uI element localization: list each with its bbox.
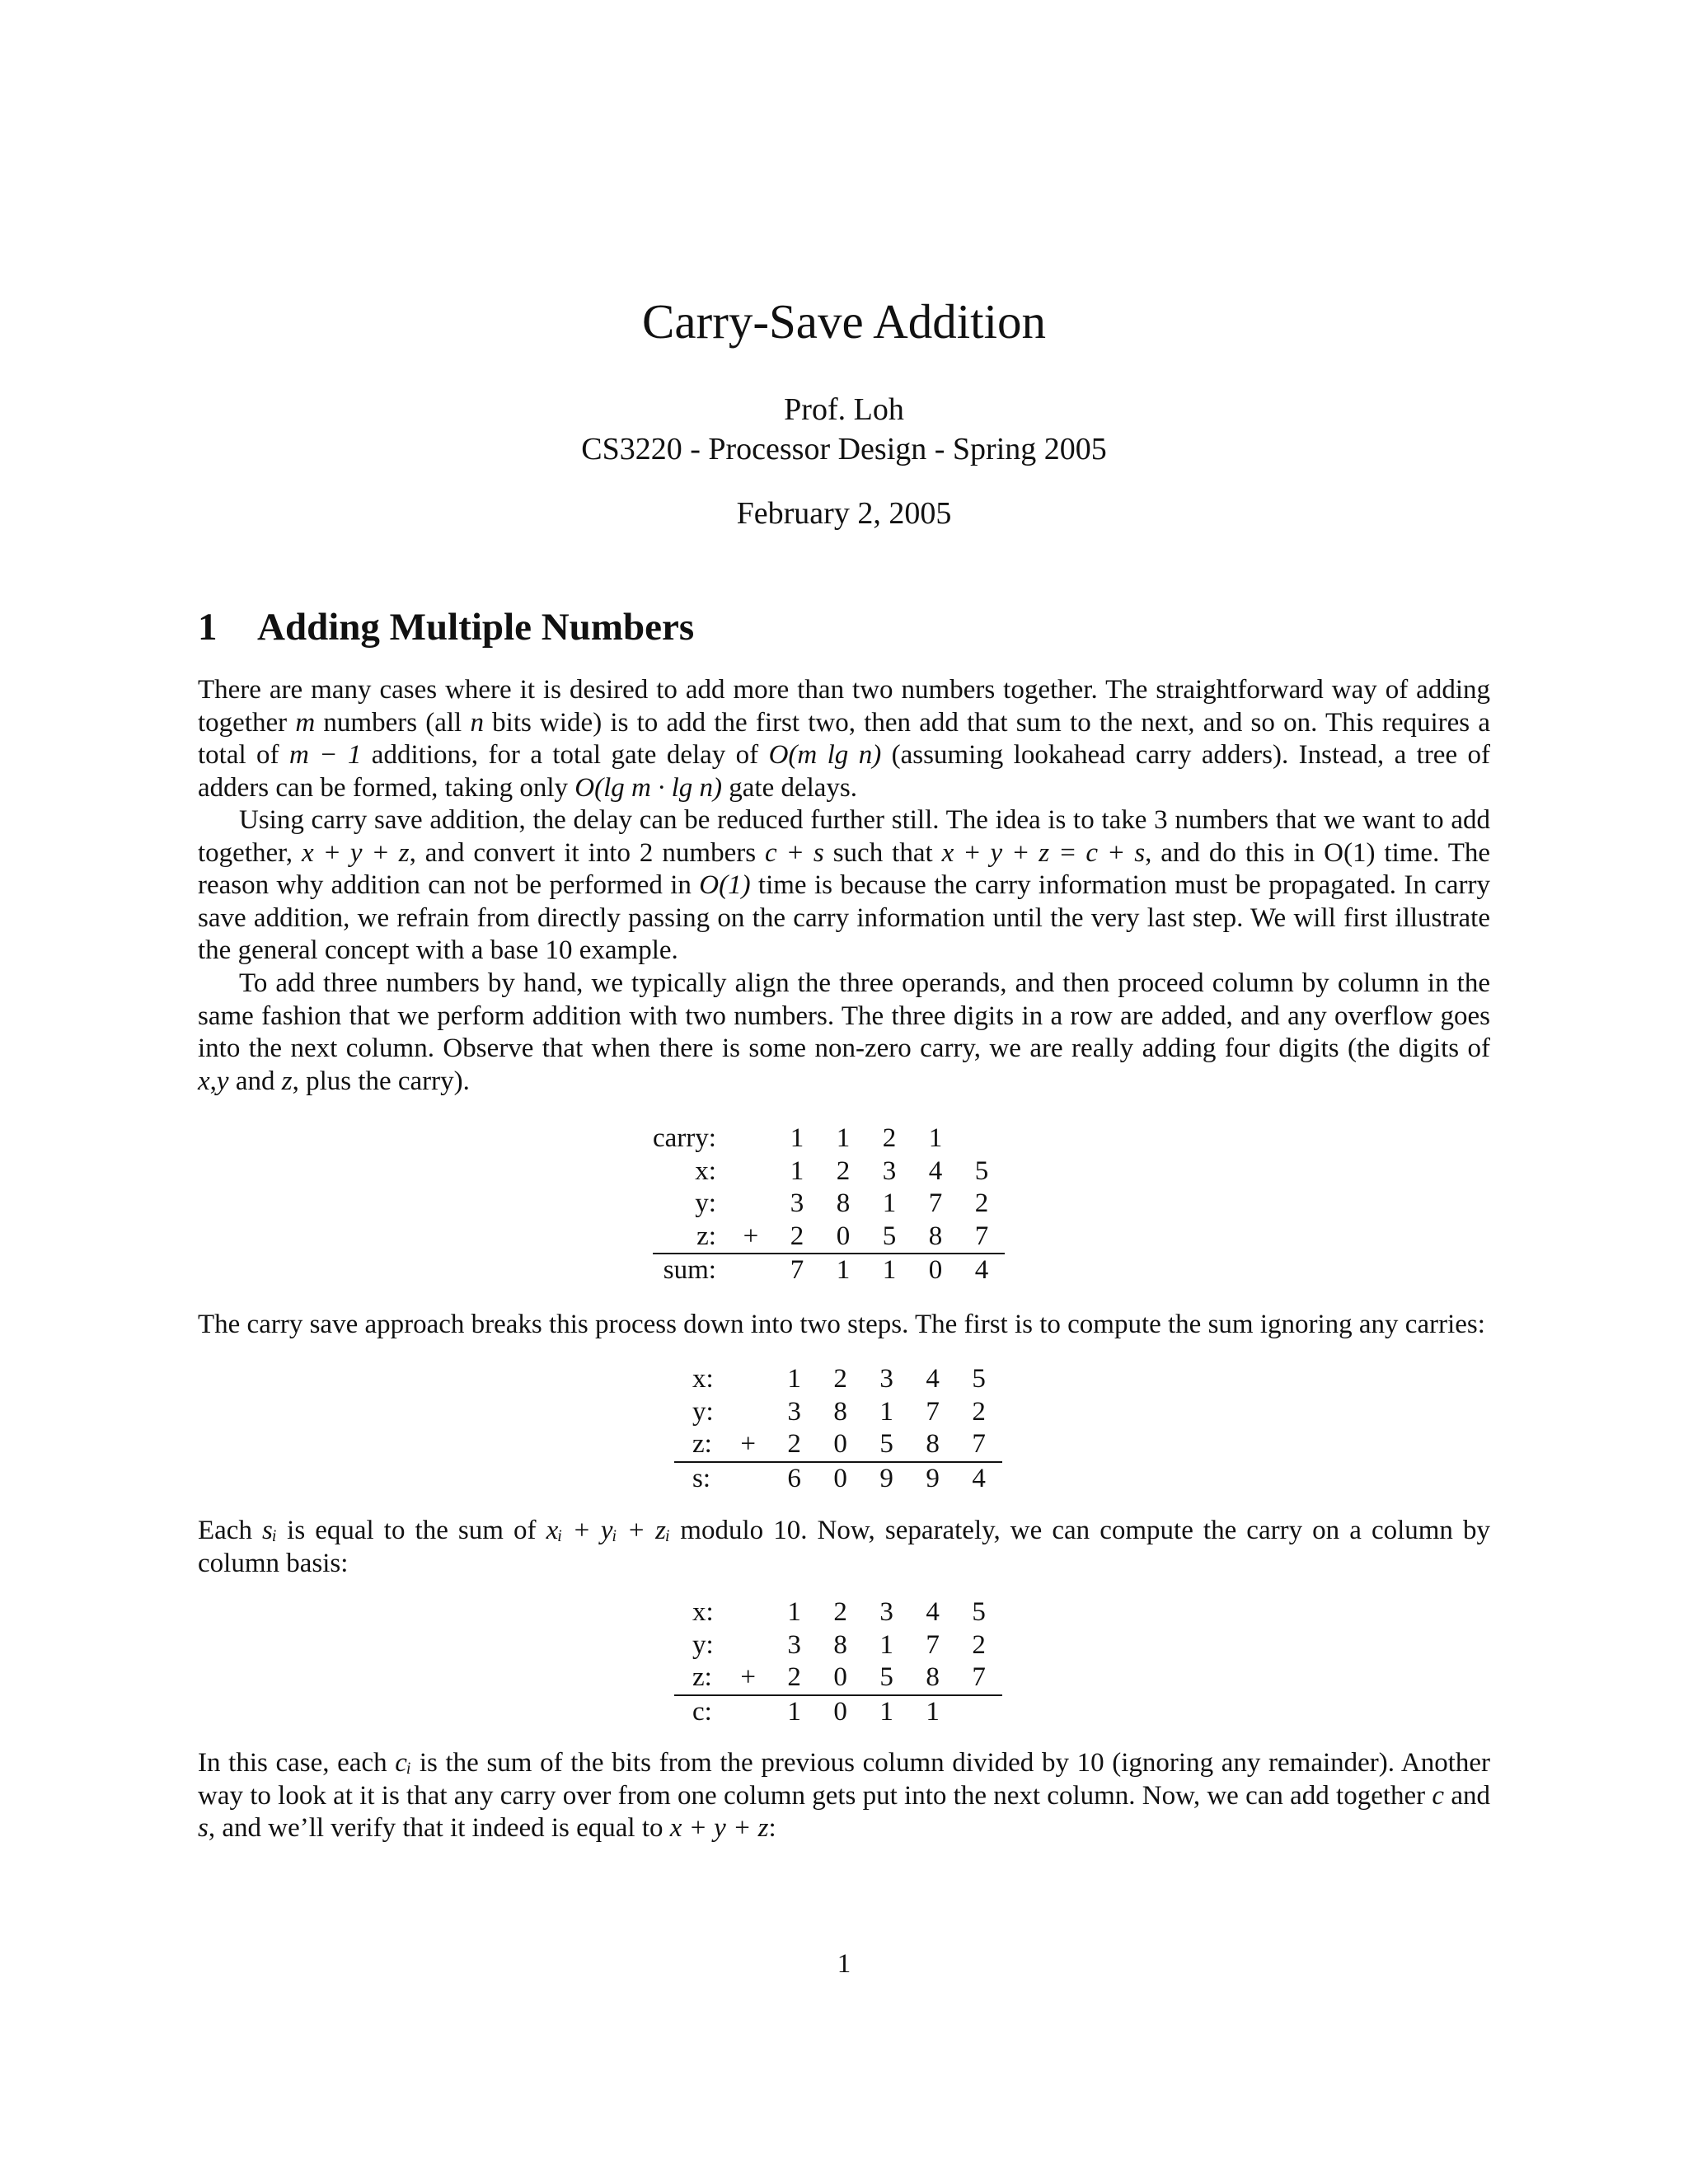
text-run: numbers (all [315, 707, 471, 738]
math-run: x + y + z [302, 837, 410, 868]
table-row [674, 1596, 1002, 1629]
section-title: Adding Multiple Numbers [257, 606, 695, 649]
digit-cell: 6 [771, 1462, 818, 1496]
operator-cell [725, 1596, 771, 1629]
digit-cell: 3 [879, 1364, 893, 1394]
text-run: is the sum of the bits from the previous column divided by 10 (ignoring any remainder). Another way to look at it is that any carry over from one column gets put into the next column. Now, we can add together [198, 1748, 1490, 1811]
text-run: and [1444, 1780, 1490, 1811]
math-run: sᵢ [262, 1516, 278, 1545]
text-run: bits wide) is to add the first two, then add that sum to the next, and so on. This requires a total of [198, 707, 1491, 770]
digit-cell: 1 [882, 1188, 897, 1218]
digit-cell: 0 [833, 1429, 847, 1459]
digit-cell: 3 [790, 1188, 804, 1218]
digit-cell: 7 [972, 1662, 986, 1692]
sum-table [674, 1363, 1002, 1495]
digit-cell: 1 [820, 1254, 866, 1287]
math-run: O(lg m · lg n) [574, 772, 722, 803]
calc-table [674, 1596, 1002, 1728]
digit-cell: 8 [836, 1188, 851, 1218]
text-run: , [209, 1066, 217, 1096]
operator-cell: + [740, 1662, 756, 1692]
digit-cell: 5 [972, 1364, 986, 1394]
text-run: Using carry save addition, the delay can be reduced further still. The idea is to take 3 numbers that we want to add together, [198, 805, 1490, 868]
text-run: time is because the carry information must be propagated. In carry save addition, we refrain from directly passing on the carry information until the very last step. We will first illustrate the general concept with a base 10 example. [198, 870, 1490, 965]
operator-cell [728, 1122, 774, 1155]
row-label: sum: [653, 1254, 728, 1287]
digit-cell: 5 [882, 1221, 897, 1251]
operator-cell: + [743, 1221, 759, 1251]
paragraph-2 [198, 804, 1490, 968]
digit-cell: 8 [833, 1396, 847, 1427]
digit-cell: 3 [787, 1396, 801, 1427]
row-label: z: [692, 1429, 712, 1459]
digit-cell: 0 [833, 1662, 847, 1692]
digit-cell: 1 [864, 1695, 910, 1729]
text-run: additions, for a total gate delay of [361, 740, 769, 770]
row-label: s: [674, 1462, 725, 1496]
operator-cell [725, 1363, 771, 1396]
table-row [674, 1661, 1002, 1695]
text-run: and [228, 1066, 282, 1096]
operator-cell [725, 1629, 771, 1662]
digit-cell: 8 [926, 1429, 940, 1459]
row-label: x: [692, 1364, 714, 1394]
digit-cell: 7 [926, 1629, 940, 1660]
digit-cell: 1 [787, 1597, 801, 1627]
math-run: c + s [765, 837, 824, 868]
digit-cell: 0 [818, 1695, 864, 1729]
table-row [653, 1254, 1005, 1287]
digit-cell: 2 [974, 1188, 989, 1218]
digit-cell: 2 [882, 1123, 897, 1153]
operator-cell [725, 1462, 771, 1496]
page-number: 1 [837, 1949, 851, 1979]
text-run: In this case, each [198, 1748, 396, 1778]
math-run: xᵢ + yᵢ + zᵢ [546, 1516, 671, 1545]
digit-cell: 7 [774, 1254, 820, 1287]
calc-table [674, 1363, 1002, 1495]
text-run: Each [198, 1516, 263, 1545]
text-run: (assuming lookahead carry adders). Instead, a tree of adders can be formed, taking only [198, 740, 1490, 803]
digit-cell: 9 [864, 1462, 910, 1496]
digit-cell: 0 [836, 1221, 851, 1251]
row-label: y: [695, 1188, 716, 1218]
row-label: y: [692, 1629, 714, 1660]
digit-cell: 4 [959, 1254, 1005, 1287]
math-run: y [216, 1066, 229, 1096]
section-number: 1 [198, 606, 218, 649]
row-label: c: [674, 1695, 725, 1729]
digit-cell: 7 [972, 1429, 986, 1459]
document-date: February 2, 2005 [736, 496, 952, 531]
math-run: c [1432, 1780, 1445, 1811]
digit-cell: 7 [926, 1396, 940, 1427]
table-row [674, 1695, 1002, 1729]
digit-cell: 3 [882, 1155, 897, 1186]
digit-cell: 1 [790, 1155, 804, 1186]
text-run: : [768, 1813, 776, 1843]
math-run: n [470, 707, 484, 738]
paragraph-5 [198, 1515, 1490, 1580]
digit-cell: 5 [879, 1429, 893, 1459]
row-label: y: [692, 1396, 714, 1427]
digit-cell: 4 [926, 1364, 940, 1394]
paragraph-3 [198, 968, 1490, 1098]
digit-cell: 2 [972, 1396, 986, 1427]
table-row [674, 1428, 1002, 1462]
table-row [653, 1155, 1005, 1188]
digit-cell: 2 [972, 1629, 986, 1660]
operator-cell: + [740, 1429, 756, 1459]
math-run: m [295, 707, 316, 738]
digit-cell: 2 [787, 1662, 801, 1692]
carry-table [674, 1596, 1002, 1728]
row-label: x: [692, 1597, 714, 1627]
author-name: Prof. Loh [784, 392, 904, 427]
row-label: z: [696, 1221, 716, 1251]
digit-cell: 8 [928, 1221, 943, 1251]
carry-addition-table [653, 1122, 1005, 1287]
digit-cell: 1 [790, 1123, 804, 1153]
math-run: z [281, 1066, 293, 1096]
paragraph-4: The carry save approach breaks this process down into two steps. The first is to compute the sum ignoring any carries: [198, 1310, 1485, 1339]
text-run: , and do this in O(1) time. The reason why addition can not be performed in [198, 837, 1490, 900]
digit-cell: 0 [912, 1254, 959, 1287]
text-run: There are many cases where it is desired to add more than two numbers together. The straightforward way of adding together [198, 675, 1490, 738]
digit-cell: 3 [787, 1629, 801, 1660]
digit-cell [956, 1695, 1002, 1729]
digit-cell: 1 [771, 1695, 818, 1729]
title-block [198, 293, 1490, 533]
table-row [674, 1396, 1002, 1429]
text-run: such that [823, 837, 942, 868]
digit-cell: 1 [928, 1123, 943, 1153]
text-run: , plus the carry). [292, 1066, 470, 1096]
digit-cell: 7 [928, 1188, 943, 1218]
digit-cell: 1 [866, 1254, 912, 1287]
text-run: is equal to the sum of [277, 1516, 546, 1545]
document-title: Carry-Save Addition [642, 294, 1046, 349]
digit-cell: 2 [790, 1221, 804, 1251]
math-run: O(1) [699, 870, 751, 900]
digit-cell [959, 1122, 1005, 1155]
digit-cell: 1 [836, 1123, 851, 1153]
digit-cell: 1 [787, 1364, 801, 1394]
digit-cell: 1 [879, 1396, 893, 1427]
course-name: CS3220 - Processor Design - Spring 2005 [581, 432, 1107, 466]
digit-cell: 2 [836, 1155, 851, 1186]
digit-cell: 4 [956, 1462, 1002, 1496]
digit-cell: 2 [833, 1597, 847, 1627]
digit-cell: 5 [972, 1597, 986, 1627]
text-run: modulo 10. Now, separately, we can compute the carry on a column by column basis: [198, 1516, 1491, 1578]
digit-cell: 1 [879, 1629, 893, 1660]
math-run: s [198, 1813, 209, 1843]
text-run: , and convert it into 2 numbers [409, 837, 766, 868]
math-run: x + y + z = c + s [941, 837, 1146, 868]
table-row [674, 1462, 1002, 1496]
digit-cell: 8 [833, 1629, 847, 1660]
digit-cell: 5 [879, 1662, 893, 1692]
digit-cell: 4 [928, 1155, 943, 1186]
paragraph-1 [198, 674, 1490, 804]
operator-cell [728, 1155, 774, 1188]
text-run: gate delays. [722, 772, 858, 803]
operator-cell [725, 1695, 771, 1729]
row-label: x: [695, 1155, 716, 1186]
operator-cell [728, 1254, 774, 1287]
table-row [653, 1188, 1005, 1221]
calc-table [653, 1122, 1005, 1287]
operator-cell [725, 1396, 771, 1429]
digit-cell: 4 [926, 1597, 940, 1627]
section-heading [198, 604, 694, 650]
math-run: m − 1 [288, 740, 362, 770]
row-label: z: [692, 1662, 712, 1692]
math-run: O(m lg n) [768, 740, 882, 770]
digit-cell: 8 [926, 1662, 940, 1692]
text-run: , and we’ll verify that it indeed is equal to [208, 1813, 670, 1843]
table-row [674, 1363, 1002, 1396]
math-run: x [198, 1066, 210, 1096]
digit-cell: 5 [974, 1155, 989, 1186]
table-row [674, 1629, 1002, 1662]
digit-cell: 2 [833, 1364, 847, 1394]
digit-cell: 7 [974, 1221, 989, 1251]
paragraph-6 [198, 1747, 1490, 1845]
digit-cell: 3 [879, 1597, 893, 1627]
math-run: cᵢ [395, 1748, 412, 1778]
document-page [198, 0, 1490, 2184]
digit-cell: 9 [910, 1462, 956, 1496]
operator-cell [728, 1188, 774, 1221]
digit-cell: 1 [910, 1695, 956, 1729]
row-label: carry: [653, 1123, 716, 1153]
digit-cell: 2 [787, 1429, 801, 1459]
math-run: x + y + z [669, 1813, 769, 1843]
digit-cell: 0 [818, 1462, 864, 1496]
text-run: To add three numbers by hand, we typically align the three operands, and then proceed column by column in the same fashion that we perform addition with two numbers. The three digits in a row are added, and any overflow goes into the next column. Observe that when there is some non-zero carry, we are really adding four digits (the digits of [198, 968, 1490, 1063]
table-row [653, 1122, 1005, 1155]
table-row [653, 1221, 1005, 1254]
